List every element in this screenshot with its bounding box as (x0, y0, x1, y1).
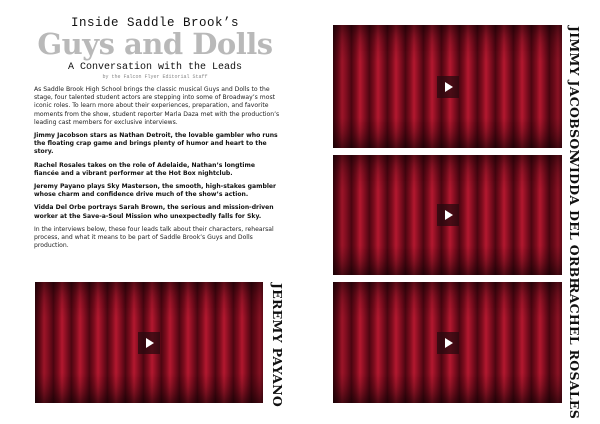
play-icon (146, 338, 154, 348)
cast-paragraph-jimmy: Jimmy Jacobson stars as Nathan Detroit, the lovable gambler who runs the floating crap game and brings plenty of humor and heart to the story. (34, 132, 278, 156)
cast-paragraph-rachel: Rachel Rosales takes on the role of Adelaide, Nathan’s longtime fiancée and a vibrant performer at the Hot Box nightclub. (34, 161, 255, 177)
play-icon (445, 82, 453, 92)
article-byline: by the Falcon Flyer Editorial Staff (102, 74, 208, 80)
play-button[interactable] (437, 204, 459, 226)
article-subtitle: A Conversation with the Leads (67, 62, 243, 73)
play-button[interactable] (138, 332, 160, 354)
video-jimmy-jacobson[interactable] (333, 25, 562, 148)
video-rachel-rosales[interactable] (333, 282, 562, 403)
article-kicker: Inside Saddle Brook’s (70, 16, 240, 30)
cast-paragraph-jeremy: Jeremy Payano plays Sky Masterson, the smooth, high-stakes gambler whose charm and confidence drive much of the show’s action. (34, 183, 277, 199)
video-jeremy-payano[interactable] (35, 282, 263, 403)
article-title: Guys and Dolls (37, 27, 273, 61)
intro-paragraph: As Saddle Brook High School brings the classic musical Guys and Dolls to the stage, four talented student actors are stepping into some of Broadway’s most iconic roles. To learn more about their experiences, preparation, and favorite moments from the show, student reporter Marla Daza met with the production’s leading cast members for exclusive interviews. (34, 86, 280, 126)
play-button[interactable] (437, 76, 459, 98)
play-button[interactable] (437, 332, 459, 354)
video-label-jeremy: JEREMY PAYANO (270, 283, 285, 408)
video-vidda-del-orbe[interactable] (333, 155, 562, 275)
video-label-jimmy: JIMMY JACOBSON (567, 26, 582, 162)
outro-paragraph: In the interviews below, these four leads talk about their characters, rehearsal process, and what it means to be part of Saddle Brook’s Guys and Dolls production. (34, 225, 274, 250)
play-icon (445, 338, 453, 348)
video-label-vidda: VIDDA DEL ORBE (567, 157, 582, 288)
play-icon (445, 210, 453, 220)
cast-paragraph-vidda: Vidda Del Orbe portrays Sarah Brown, the serious and mission-driven worker at the Save-a-Soul Mission who unexpectedly falls for Sky. (34, 204, 274, 220)
video-label-rachel: RACHEL ROSALES (567, 283, 582, 420)
article-body (34, 86, 280, 255)
